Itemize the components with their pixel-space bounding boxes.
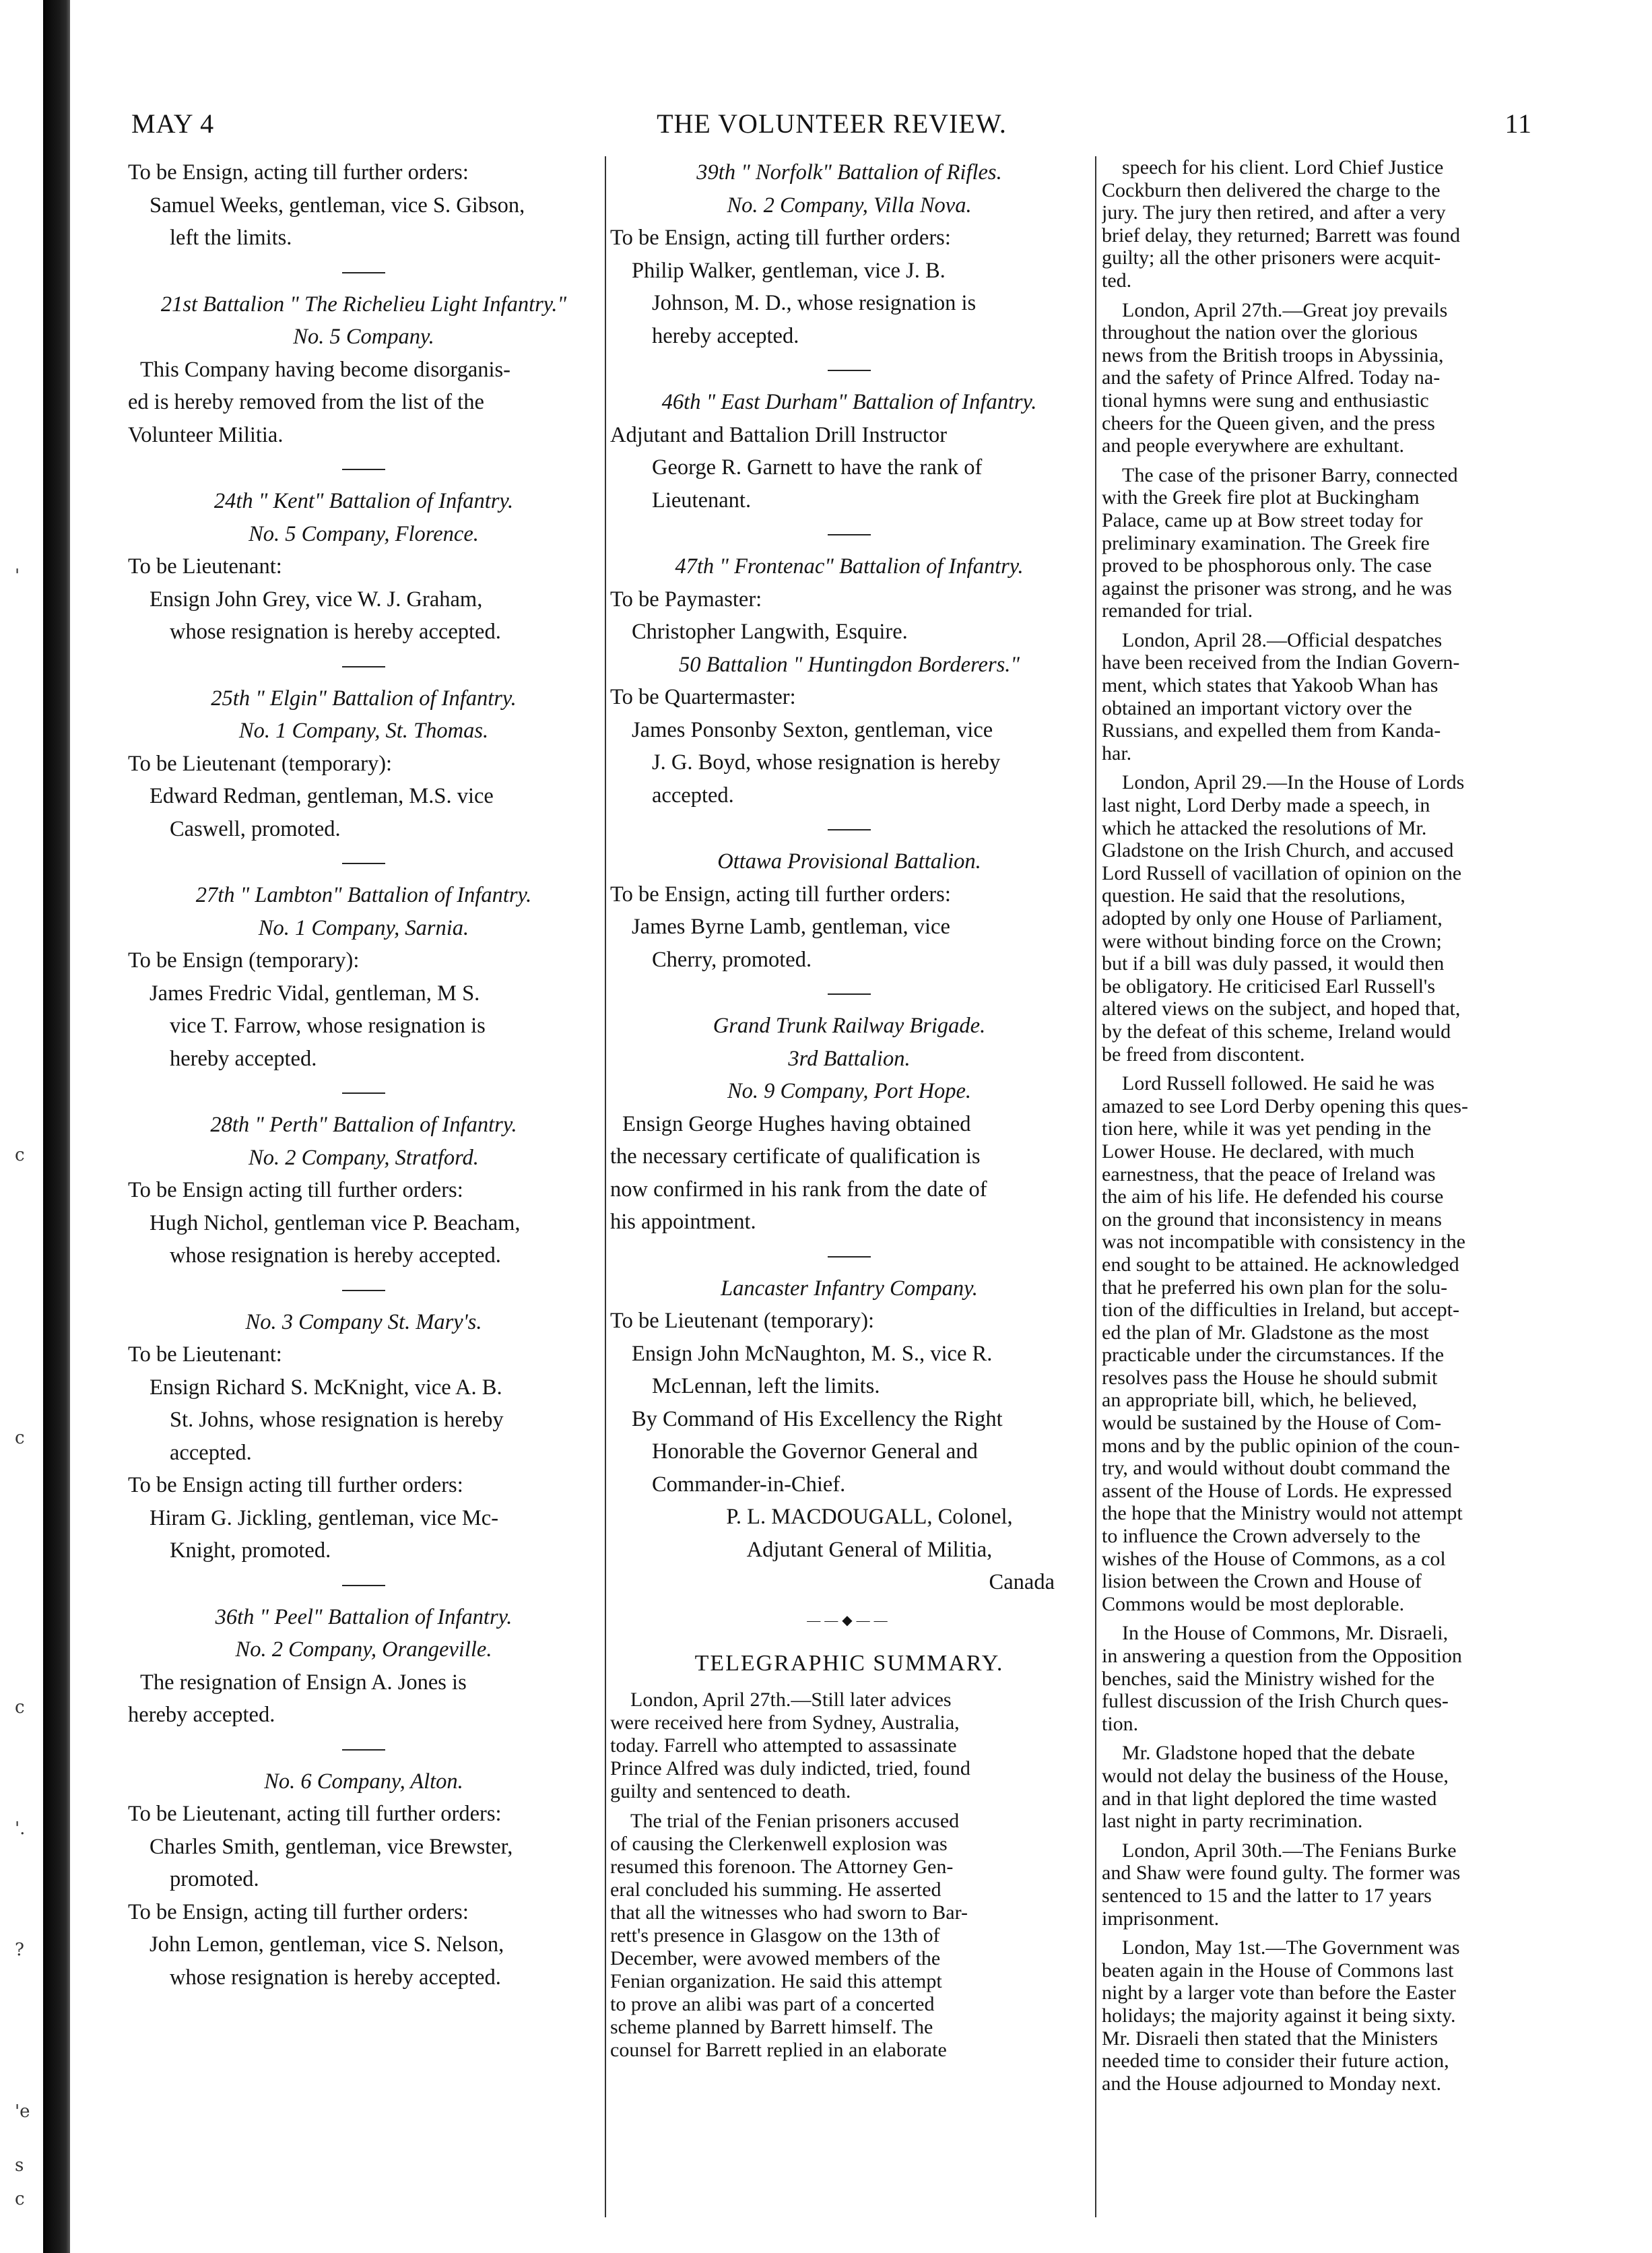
paragraph-line: resolves pass the House he should submit — [1102, 1366, 1438, 1389]
paragraph-line: imprisonment. — [1102, 1907, 1220, 1930]
paragraph-line: try, and would without doubt command the — [1102, 1457, 1451, 1480]
margin-mark: s — [15, 2155, 24, 2176]
paragraph-line: Russians, and expelled them from Kanda- — [1102, 719, 1441, 742]
order-line: Christopher Langwith, Esquire. — [632, 620, 908, 644]
order-line: vice T. Farrow, whose resignation is — [170, 1014, 486, 1038]
paragraph-line: London, April 30th.—The Fenians Burke — [1122, 1839, 1457, 1862]
order-line: Edward Redman, gentleman, M.S. vice — [150, 784, 494, 808]
section-rule — [828, 993, 871, 995]
order-line: his appointment. — [610, 1210, 756, 1234]
paragraph-line: the hope that the Ministry would not attempt — [1102, 1502, 1463, 1525]
paragraph-line: London, April 27th.—Great joy prevails — [1122, 298, 1448, 321]
order-line: Caswell, promoted. — [170, 816, 341, 841]
section-rule — [342, 1092, 385, 1094]
paragraph-line: remanded for trial. — [1102, 599, 1253, 622]
news-paragraph — [1102, 629, 1533, 765]
paragraph-line: ed the plan of Mr. Gladstone as the most — [1102, 1321, 1429, 1344]
section-rule — [342, 666, 385, 667]
header-date: MAY 4 — [131, 108, 215, 139]
paragraph-line: Lord Russell of vacillation of opinion on the — [1102, 861, 1462, 884]
news-paragraph — [610, 1810, 1088, 2062]
margin-mark: 'e — [15, 2101, 30, 2122]
paragraph-line: question. He said that the resolutions, — [1102, 884, 1406, 907]
order-line: Commander-in-Chief. — [652, 1472, 846, 1497]
paragraph-line: practicable under the circumstances. If the — [1102, 1344, 1445, 1367]
margin-marks — [0, 0, 40, 2253]
paragraph-line: be freed from discontent. — [1102, 1043, 1305, 1066]
paragraph-line: that all the witnesses who had sworn to Bar- — [610, 1901, 968, 1924]
order-line: Johnson, M. D., whose resignation is — [652, 291, 977, 315]
order-line: P. L. MACDOUGALL, Colonel, — [726, 1505, 1013, 1529]
unit-heading: 24th " Kent" Battalion of Infantry. — [213, 489, 514, 513]
order-line: Adjutant General of Militia, — [746, 1537, 993, 1562]
paragraph-line: eral concluded his summing. He asserted — [610, 1878, 941, 1901]
order-line: ed is hereby removed from the list of the — [128, 390, 484, 414]
order-line: Cherry, promoted. — [652, 947, 812, 972]
order-line: accepted. — [652, 783, 734, 808]
paragraph-line: and the safety of Prince Alfred. Today na- — [1102, 366, 1441, 389]
column-divider — [1095, 156, 1096, 2217]
paragraph-line: altered views on the subject, and hoped that, — [1102, 998, 1461, 1020]
paragraph-line: against the prisoner was strong, and he was — [1102, 577, 1452, 599]
paragraph-line: The case of the prisoner Barry, connected — [1122, 463, 1458, 486]
paragraph-line: Prince Alfred was duly indicted, tried, found — [610, 1757, 970, 1779]
paragraph-line: an appropriate bill, which, he believed, — [1102, 1389, 1418, 1412]
order-line: Hiram G. Jickling, gentleman, vice Mc- — [150, 1505, 499, 1530]
order-line: James Ponsonby Sexton, gentleman, vice — [632, 717, 993, 742]
paragraph-line: Lord Russell followed. He said he was — [1122, 1072, 1435, 1095]
order-line: Samuel Weeks, gentleman, vice S. Gibson, — [150, 193, 525, 218]
masthead-title: THE VOLUNTEER REVIEW. — [657, 108, 1007, 139]
paragraph-line: jury. The jury then retired, and after a very — [1102, 201, 1446, 224]
paragraph-line: har. — [1102, 742, 1132, 764]
paragraph-line: and in that light deplored the time wasted — [1102, 1787, 1437, 1810]
paragraph-line: tion here, while it was yet pending in the — [1102, 1117, 1432, 1140]
section-rule — [342, 863, 385, 864]
margin-mark: c — [15, 1428, 25, 1448]
paragraph-line: beaten again in the House of Commons last — [1102, 1959, 1454, 1982]
unit-heading: No. 6 Company, Alton. — [264, 1769, 463, 1794]
paragraph-line: Lower House. He declared, with much — [1102, 1140, 1415, 1163]
order-line: Knight, promoted. — [170, 1538, 331, 1563]
unit-heading: Grand Trunk Railway Brigade. — [713, 1014, 986, 1038]
paragraph-line: rett's presence in Glasgow on the 13th of — [610, 1924, 940, 1947]
unit-heading: Ottawa Provisional Battalion. — [717, 849, 981, 874]
paragraph-line: London, May 1st.—The Government was — [1122, 1936, 1460, 1959]
paragraph-line: to influence the Crown adversely to the — [1102, 1525, 1421, 1548]
section-rule — [342, 272, 385, 273]
paragraph-line: tion. — [1102, 1712, 1139, 1735]
unit-heading: 21st Battalion " The Richelieu Light Infantry." — [160, 292, 567, 317]
paragraph-line: ment, which states that Yakoob Whan has — [1102, 674, 1439, 697]
news-paragraph — [610, 1689, 1088, 1803]
order-line: hereby accepted. — [170, 1046, 317, 1071]
order-line: This Company having become disorganis- — [140, 357, 511, 382]
unit-heading: 27th " Lambton" Battalion of Infantry. — [195, 883, 532, 907]
order-line: J. G. Boyd, whose resignation is hereby — [652, 750, 1001, 775]
paragraph-line: fullest discussion of the Irish Church ques- — [1102, 1690, 1449, 1713]
news-paragraph — [1102, 1839, 1533, 1930]
paragraph-line: on the ground that inconsistency in means — [1102, 1208, 1442, 1231]
order-line: McLennan, left the limits. — [652, 1374, 880, 1398]
paragraph-line: have been received from the Indian Govern- — [1102, 651, 1460, 674]
order-line: Honorable the Governor General and — [652, 1439, 978, 1464]
paragraph-line: speech for his client. Lord Chief Justice — [1122, 156, 1444, 178]
paragraph-line: Cockburn then delivered the charge to the — [1102, 178, 1441, 201]
paragraph-line: guilty and sentenced to death. — [610, 1779, 851, 1802]
unit-heading: Lancaster Infantry Company. — [721, 1276, 978, 1301]
paragraph-line: end sought to be attained. He acknowledged — [1102, 1253, 1459, 1276]
paragraph-line: and people everywhere are exhultant. — [1102, 434, 1404, 457]
paragraph-line: news from the British troops in Abyssinia, — [1102, 344, 1444, 366]
order-line: To be Lieutenant (temporary): — [610, 1309, 875, 1333]
order-line: By Command of His Excellency the Right — [632, 1406, 1003, 1431]
column-3-telegraphic-summary — [1102, 156, 1533, 2101]
paragraph-line: holidays; the majority against it being sixty. — [1102, 2004, 1456, 2027]
paragraph-line: sentenced to 15 and the latter to 17 years — [1102, 1884, 1432, 1907]
paragraph-line: scheme planned by Barrett himself. The — [610, 2015, 933, 2038]
unit-heading: No. 2 Company, Orangeville. — [235, 1637, 492, 1662]
paragraph-line: night by a larger vote than before the Easter — [1102, 1982, 1456, 2004]
unit-heading: No. 1 Company, St. Thomas. — [238, 719, 489, 743]
unit-heading: No. 5 Company, Florence. — [249, 521, 479, 546]
order-line: Adjutant and Battalion Drill Instructor — [610, 422, 948, 447]
news-paragraph — [1102, 1072, 1533, 1615]
margin-mark: ? — [15, 1940, 24, 1960]
margin-mark: c — [15, 1697, 25, 1718]
order-line: To be Ensign (temporary): — [128, 948, 360, 973]
news-paragraph — [1102, 299, 1533, 457]
paragraph-line: be obligatory. He criticised Earl Russell's — [1102, 975, 1435, 998]
order-line: The resignation of Ensign A. Jones is — [140, 1670, 467, 1695]
paragraph-line: would be sustained by the House of Com- — [1102, 1412, 1442, 1435]
order-line: George R. Garnett to have the rank of — [652, 455, 983, 480]
paragraph-line: and the House adjourned to Monday next. — [1102, 2072, 1442, 2095]
news-paragraph — [1102, 464, 1533, 622]
margin-mark: '. — [15, 1819, 26, 1839]
paragraph-line: London, April 27th.—Still later advices — [630, 1688, 952, 1711]
order-line: John Lemon, gentleman, vice S. Nelson, — [150, 1932, 504, 1957]
paragraph-line: would not delay the business of the House, — [1102, 1764, 1449, 1787]
order-line: now confirmed in his rank from the date of — [610, 1177, 987, 1202]
order-line: To be Lieutenant, acting till further orders: — [128, 1802, 502, 1826]
paragraph-line: preliminary examination. The Greek fire — [1102, 531, 1430, 554]
news-paragraph — [1102, 771, 1533, 1066]
order-line: whose resignation is hereby accepted. — [170, 1243, 501, 1268]
paragraph-line: In the House of Commons, Mr. Disraeli, — [1122, 1622, 1449, 1645]
order-line: To be Ensign, acting till further orders: — [610, 882, 951, 907]
telegraphic-summary-start — [610, 1689, 1088, 2062]
order-line: Charles Smith, gentleman, vice Brewster, — [150, 1834, 513, 1859]
order-line: accepted. — [170, 1440, 252, 1465]
paragraph-line: with the Greek fire plot at Buckingham — [1102, 486, 1420, 509]
paragraph-line: earnestness, that the peace of Ireland was — [1102, 1163, 1436, 1185]
section-rule — [828, 1256, 871, 1258]
paragraph-line: ted. — [1102, 269, 1132, 292]
unit-heading: No. 9 Company, Port Hope. — [727, 1079, 971, 1103]
order-line: Ensign John Grey, vice W. J. Graham, — [150, 587, 483, 612]
order-line: Philip Walker, gentleman, vice J. B. — [632, 258, 946, 283]
paragraph-line: were received here from Sydney, Australia, — [610, 1711, 960, 1734]
order-line: To be Lieutenant: — [128, 1342, 282, 1367]
paragraph-line: proved to be phosphorous only. The case — [1102, 554, 1432, 577]
paragraph-line: wishes of the House of Commons, as a col — [1102, 1547, 1446, 1570]
order-line: To be Lieutenant: — [128, 554, 282, 579]
margin-mark: c — [15, 1145, 25, 1165]
unit-heading: 36th " Peel" Battalion of Infantry. — [215, 1604, 513, 1629]
paragraph-line: London, April 28.—Official despatches — [1122, 628, 1443, 651]
paragraph-line: tion of the difficulties in Ireland, but accept- — [1102, 1299, 1459, 1321]
paragraph-line: December, were avowed members of the — [610, 1947, 941, 1969]
unit-heading: 25th " Elgin" Battalion of Infantry. — [211, 686, 517, 711]
margin-mark: c — [15, 2189, 25, 2209]
order-line: Canada — [989, 1570, 1055, 1594]
section-rule — [828, 370, 871, 371]
order-line: St. Johns, whose resignation is hereby — [170, 1408, 504, 1432]
order-line: To be Quartermaster: — [610, 685, 796, 709]
paragraph-line: Commons would be most deplorable. — [1102, 1592, 1405, 1615]
order-line: Ensign George Hughes having obtained — [622, 1111, 971, 1136]
column-1-militia-orders — [128, 156, 599, 1994]
order-line: left the limits. — [170, 226, 292, 250]
paragraph-line: and Shaw were found gulty. The former was — [1102, 1862, 1461, 1885]
paragraph-line: were without binding force on the Crown; — [1102, 929, 1442, 952]
paragraph-line: tional hymns were sung and enthusiastic — [1102, 389, 1429, 412]
unit-heading: No. 2 Company, Villa Nova. — [727, 193, 972, 218]
order-line: Ensign John McNaughton, M. S., vice R. — [632, 1341, 993, 1366]
page-number: 11 — [1505, 108, 1532, 139]
order-line: To be Lieutenant (temporary): — [128, 751, 393, 776]
order-line: whose resignation is hereby accepted. — [170, 1965, 501, 1990]
column-2-militia-orders — [610, 156, 1088, 2068]
paragraph-line: today. Farrell who attempted to assassinate — [610, 1734, 957, 1757]
paragraph-line: The trial of the Fenian prisoners accused — [630, 1809, 960, 1832]
paragraph-line: Gladstone on the Irish Church, and accused — [1102, 839, 1454, 862]
paragraph-line: of causing the Clerkenwell explosion was — [610, 1832, 948, 1855]
section-title: TELEGRAPHIC SUMMARY. — [694, 1651, 1004, 1676]
paragraph-line: benches, said the Ministry wished for the — [1102, 1667, 1435, 1690]
paragraph-line: mons and by the public opinion of the coun- — [1102, 1434, 1460, 1457]
paragraph-line: the aim of his life. He defended his course — [1102, 1185, 1444, 1208]
paragraph-line: Palace, came up at Bow street today for — [1102, 509, 1423, 531]
paragraph-line: which he attacked the resolutions of Mr. — [1102, 816, 1427, 839]
paragraph-line: Mr. Disraeli then stated that the Ministers — [1102, 2027, 1439, 2050]
section-rule — [342, 469, 385, 470]
news-paragraph — [1102, 1742, 1533, 1832]
paragraph-line: assent of the House of Lords. He expressed — [1102, 1479, 1452, 1502]
paragraph-line: London, April 29.—In the House of Lords — [1122, 771, 1465, 794]
section-rule — [828, 534, 871, 535]
order-line: To be Ensign, acting till further orders: — [128, 1899, 469, 1924]
paragraph-line: that he preferred his own plan for the solu- — [1102, 1276, 1448, 1299]
paragraph-line: cheers for the Queen given, and the press — [1102, 412, 1435, 434]
order-line: Hugh Nichol, gentleman vice P. Beacham, — [150, 1210, 521, 1235]
unit-heading: 47th " Frontenac" Battalion of Infantry. — [675, 554, 1024, 579]
paragraph-line: guilty; all the other prisoners were acquit- — [1102, 247, 1441, 269]
order-line: hereby accepted. — [128, 1703, 275, 1727]
paragraph-line: by the defeat of this scheme, Ireland would — [1102, 1020, 1451, 1043]
unit-heading: 3rd Battalion. — [788, 1046, 911, 1071]
unit-heading: 46th " East Durham" Battalion of Infantry. — [661, 390, 1037, 414]
paragraph-line: amazed to see Lord Derby opening this ques- — [1102, 1095, 1468, 1117]
order-line: To be Ensign, acting till further orders: — [128, 160, 469, 185]
order-line: To be Ensign acting till further orders: — [128, 1178, 463, 1202]
ornamental-rule: ——◆—— — [807, 1612, 892, 1628]
paragraph-line: was not incompatible with consistency in the — [1102, 1231, 1465, 1253]
paragraph-line: adopted by only one House of Parliament, — [1102, 907, 1443, 929]
paragraph-line: counsel for Barrett replied in an elaborate — [610, 2038, 947, 2061]
paragraph-line: needed time to consider their future action, — [1102, 2050, 1449, 2072]
order-line: To be Ensign, acting till further orders: — [610, 226, 951, 250]
unit-heading: No. 1 Company, Sarnia. — [258, 915, 469, 940]
paragraph-line: lision between the Crown and House of — [1102, 1570, 1422, 1593]
unit-heading: No. 5 Company. — [293, 325, 434, 349]
paragraph-line: brief delay, they returned; Barrett was found — [1102, 224, 1461, 247]
order-line: whose resignation is hereby accepted. — [170, 620, 501, 644]
news-paragraph — [1102, 1622, 1533, 1735]
order-line: To be Paymaster: — [610, 587, 762, 612]
paragraph-line: Fenian organization. He said this attempt — [610, 1969, 942, 1992]
order-line: hereby accepted. — [652, 323, 799, 348]
section-rule — [342, 1749, 385, 1751]
order-line: Volunteer Militia. — [128, 422, 284, 447]
section-rule — [342, 1290, 385, 1291]
order-line: To be Ensign acting till further orders: — [128, 1473, 463, 1497]
section-rule — [342, 1585, 385, 1586]
unit-heading: 28th " Perth" Battalion of Infantry. — [210, 1113, 517, 1137]
paragraph-line: to prove an alibi was part of a concerted — [610, 1992, 935, 2015]
column-divider — [605, 156, 606, 2217]
paragraph-line: in answering a question from the Opposition — [1102, 1645, 1462, 1667]
paragraph-line: but if a bill was duly passed, it would then — [1102, 952, 1445, 975]
order-line: the necessary certificate of qualification is — [610, 1144, 981, 1169]
order-line: Lieutenant. — [652, 488, 752, 513]
binding-spine — [43, 0, 70, 2253]
order-line: James Byrne Lamb, gentleman, vice — [632, 915, 950, 939]
section-rule — [828, 829, 871, 830]
paragraph-line: obtained an important victory over the — [1102, 696, 1412, 719]
page-header — [131, 108, 1532, 148]
order-line: promoted. — [170, 1867, 259, 1891]
unit-heading: No. 2 Company, Stratford. — [249, 1145, 479, 1170]
order-line: Ensign Richard S. McKnight, vice A. B. — [150, 1375, 502, 1400]
unit-heading: 39th " Norfolk" Battalion of Rifles. — [696, 160, 1002, 185]
unit-heading: No. 3 Company St. Mary's. — [245, 1309, 482, 1334]
paragraph-line: Mr. Gladstone hoped that the debate — [1122, 1742, 1415, 1765]
order-line: James Fredric Vidal, gentleman, M S. — [150, 981, 480, 1006]
paragraph-line: last night, Lord Derby made a speech, in — [1102, 794, 1430, 817]
news-paragraph — [1102, 1936, 1533, 2095]
news-paragraph — [1102, 156, 1533, 292]
paragraph-line: throughout the nation over the glorious — [1102, 321, 1418, 344]
paragraph-line: resumed this forenoon. The Attorney Gen- — [610, 1855, 954, 1878]
paragraph-line: last night in party recrimination. — [1102, 1810, 1363, 1833]
margin-mark: ' — [15, 566, 20, 586]
unit-heading: 50 Battalion " Huntingdon Borderers." — [678, 652, 1020, 677]
